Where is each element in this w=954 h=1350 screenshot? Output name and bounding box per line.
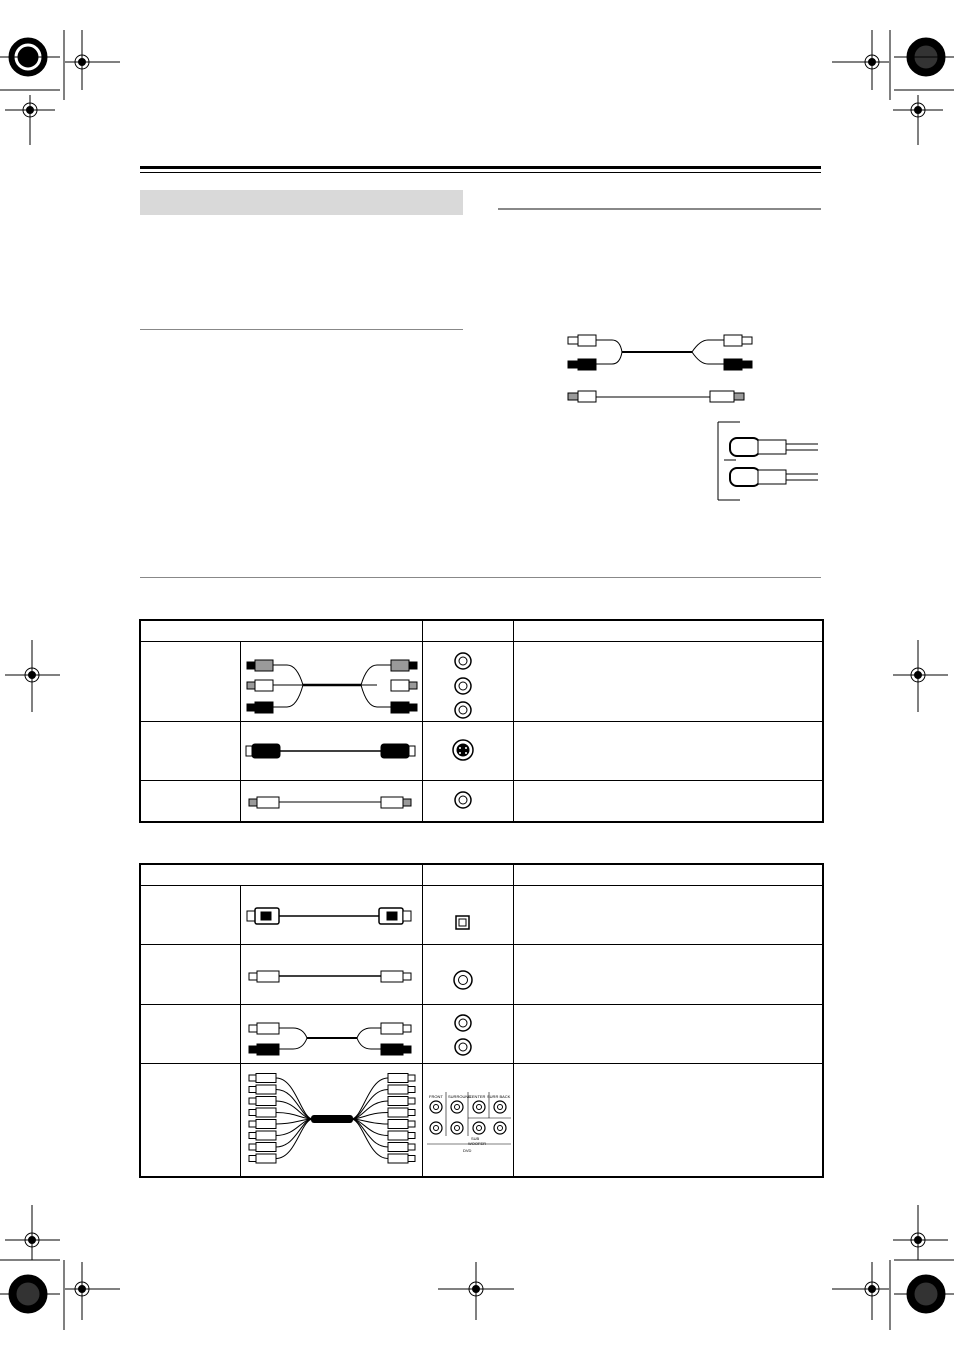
- cable-connection-illustration: [560, 330, 822, 510]
- tables-section-rule: [140, 577, 821, 578]
- cable-cell: [240, 722, 422, 781]
- video-connection-table: [139, 619, 824, 823]
- table-row: [140, 642, 823, 722]
- row-label-cell: [140, 1064, 240, 1177]
- row-label-cell: [140, 722, 240, 781]
- jack-cell: [422, 781, 513, 822]
- header-cable-cell: [140, 620, 422, 642]
- plug-body: [388, 1074, 408, 1083]
- plug-body: [388, 1154, 408, 1163]
- stereo-audio-cable: [568, 335, 752, 370]
- header-cable-cell: [140, 864, 422, 886]
- plug-tip: [249, 1087, 256, 1093]
- jack-cell: [422, 1005, 513, 1064]
- description-cell: [513, 886, 823, 945]
- description-cell: [513, 1064, 823, 1177]
- description-cell: [513, 722, 823, 781]
- section-heading-band: [140, 190, 463, 215]
- wire: [351, 1119, 388, 1147]
- rca-jack-icon: [423, 1006, 514, 1063]
- plug-tip: [249, 1156, 256, 1162]
- crosshair-icon: [893, 1205, 948, 1260]
- cable-cell: [240, 1005, 422, 1064]
- table-row: [140, 722, 823, 781]
- cable-cell: [240, 642, 422, 722]
- plug-tip: [408, 1110, 415, 1116]
- plug-body: [256, 1097, 276, 1106]
- table-header-row: [140, 620, 823, 642]
- rca-jack-icon: [423, 643, 514, 721]
- jack-cell: [422, 722, 513, 781]
- cable-cell: [240, 886, 422, 945]
- center-label: CENTER: [468, 1094, 485, 1100]
- crosshair-icon: [65, 1262, 120, 1320]
- plug-tip: [408, 1075, 415, 1081]
- header-jack-cell: [422, 864, 513, 886]
- wire: [276, 1119, 313, 1159]
- plug-tip: [249, 1121, 256, 1127]
- plug-body: [256, 1085, 276, 1094]
- dvd-label: DVD: [462, 1148, 471, 1154]
- description-cell: [513, 1005, 823, 1064]
- jack-cell: [422, 945, 513, 1005]
- optical-jack-icon: [423, 887, 514, 944]
- optical-digital-cable-icon: [241, 887, 423, 944]
- row-label-cell: [140, 886, 240, 945]
- description-cell: [513, 945, 823, 1005]
- plug-tip: [408, 1087, 415, 1093]
- plug-tip: [249, 1144, 256, 1150]
- plug-body: [388, 1097, 408, 1106]
- plug-tip: [408, 1121, 415, 1127]
- surround-label: SURROUND: [447, 1094, 471, 1100]
- s-video-jack-icon: [423, 723, 514, 780]
- plug-body: [256, 1143, 276, 1152]
- audio-connection-table: [139, 863, 824, 1178]
- plug-tip: [249, 1075, 256, 1081]
- rca-jack-icon: [423, 781, 514, 820]
- registration-mark-icon: [9, 1275, 47, 1313]
- row-label-cell: [140, 945, 240, 1005]
- header-description-cell: [513, 864, 823, 886]
- jack-cell: [422, 886, 513, 945]
- analog-audio-cable-icon: [241, 1006, 423, 1063]
- cable-cell: [240, 781, 422, 822]
- table-row: [140, 886, 823, 945]
- crosshair-icon: [438, 1262, 514, 1320]
- row-label-cell: [140, 1005, 240, 1064]
- composite-video-cable-icon: [241, 781, 423, 820]
- table-header-row: [140, 864, 823, 886]
- front-label: FRONT: [428, 1094, 443, 1100]
- crosshair-icon: [5, 640, 60, 712]
- plug-body: [388, 1120, 408, 1129]
- row-label-cell: [140, 781, 240, 822]
- header-rule-thick: [140, 166, 821, 169]
- crosshair-icon: [832, 30, 889, 90]
- plug-body: [256, 1131, 276, 1140]
- header-jack-cell: [422, 620, 513, 642]
- cable-cell: [240, 1064, 422, 1177]
- s-video-cable-icon: [241, 723, 423, 780]
- description-cell: [513, 642, 823, 722]
- plug-tip: [249, 1133, 256, 1139]
- table-row: [140, 781, 823, 822]
- crosshair-icon: [832, 1262, 889, 1320]
- right-subsection-rule: [498, 208, 821, 210]
- plug-tip: [249, 1098, 256, 1104]
- cable-bundle: [311, 1115, 353, 1123]
- table-row: [140, 1005, 823, 1064]
- jack-closeup: [718, 422, 818, 500]
- row-label-cell: [140, 642, 240, 722]
- rca-jack-icon: [423, 946, 514, 1004]
- left-subsection-rule: [140, 329, 463, 330]
- jack-cell: [422, 1064, 513, 1177]
- sub-label: SUB: [470, 1136, 479, 1142]
- plug-tip: [249, 1110, 256, 1116]
- composite-cable: [568, 391, 744, 402]
- plug-tip: [408, 1144, 415, 1150]
- crosshair-icon: [5, 95, 55, 145]
- wire: [276, 1119, 313, 1147]
- plug-body: [388, 1131, 408, 1140]
- crosshair-icon: [893, 640, 948, 712]
- coaxial-digital-cable-icon: [241, 946, 423, 1004]
- plug-tip: [408, 1098, 415, 1104]
- plug-body: [388, 1143, 408, 1152]
- woofer-label: WOOFER: [467, 1141, 486, 1147]
- jack-cell: [422, 642, 513, 722]
- registration-mark-icon: [907, 1275, 945, 1313]
- description-cell: [513, 781, 823, 822]
- crosshair-icon: [5, 1205, 60, 1260]
- surr-back-label: SURR BACK: [486, 1094, 510, 1100]
- plug-body: [256, 1074, 276, 1083]
- multichannel-jack-panel-icon: [423, 1064, 514, 1175]
- plug-body: [388, 1108, 408, 1117]
- plug-body: [256, 1154, 276, 1163]
- crosshair-icon: [893, 95, 943, 145]
- plug-body: [256, 1108, 276, 1117]
- wire: [351, 1119, 388, 1159]
- cable-cell: [240, 945, 422, 1005]
- crosshair-icon: [65, 30, 120, 90]
- plug-tip: [408, 1156, 415, 1162]
- component-video-cable-icon: [241, 643, 423, 721]
- plug-body: [256, 1120, 276, 1129]
- plug-tip: [408, 1133, 415, 1139]
- multichannel-analog-cable-icon: [241, 1064, 423, 1175]
- table-row: [140, 1064, 823, 1177]
- table-row: [140, 945, 823, 1005]
- header-description-cell: [513, 620, 823, 642]
- plug-body: [388, 1085, 408, 1094]
- header-rule-thin: [140, 172, 821, 173]
